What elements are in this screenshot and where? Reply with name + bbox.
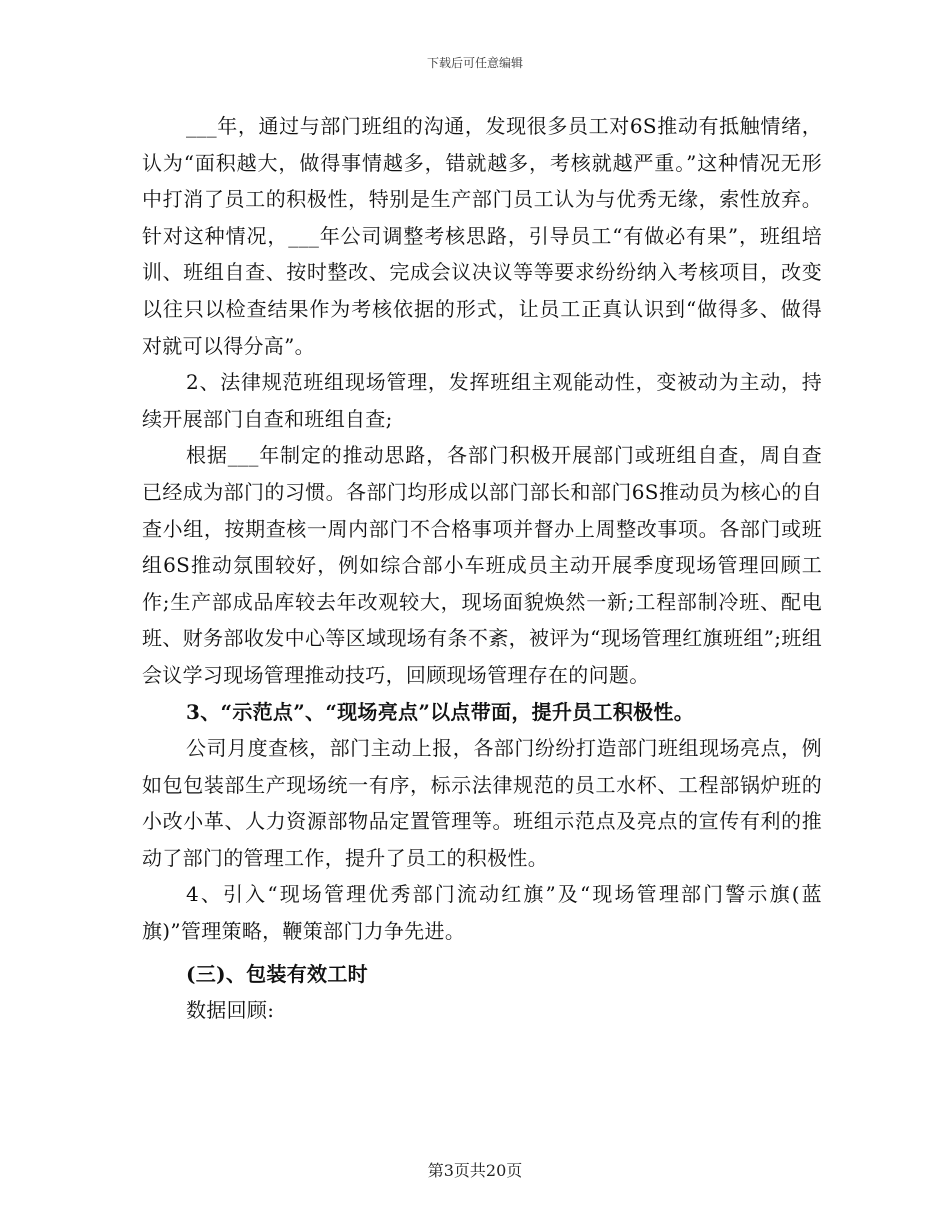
page-header-note: 下载后可任意编辑 [426,56,523,70]
page-number: 第3页共20页 [427,1161,523,1180]
paragraph-item-2-heading: 2、法律规范班组现场管理，发挥班组主观能动性，变被动为主动，持续开展部门自查和班组自查; [142,370,822,431]
document-body [142,108,822,1029]
paragraph-data-review: 数据回顾: [186,998,275,1023]
section-heading-packaging-hours: (三)、包装有效工时 [186,961,368,986]
paragraph-self-inspection: 根据___年制定的推动思路，各部门积极开展部门或班组自查，周自查已经成为部门的习惯。各部门均形成以部门部长和部门6S推动员为核心的自查小组，按期查核一周内部门不合格事项并督办上周整改事项。各部门或班组6S推动氛围较好，例如综合部小车班成员主动开展季度现场管理回顾工作;生产部成品库较去年改观较大，现场面貌焕然一新;工程部制冷班、配电班、财务部收发中心等区域现场有条不紊，被评为“现场管理红旗班组”;班组会议学习现场管理推动技巧，回顾现场管理存在的问题。 [142,443,822,687]
paragraph-highlights: 公司月度查核，部门主动上报，各部门纷纷打造部门班组现场亮点，例如包包装部生产现场统一有序，标示法律规范的员工水杯、工程部锅炉班的小改小革、人力资源部物品定置管理等。班组示范点及亮点的宣传有利的推动了部门的管理工作，提升了员工的积极性。 [142,736,822,870]
paragraph-item-3-heading: 3、“示范点”、“现场亮点”以点带面，提升员工积极性。 [186,699,695,724]
paragraph-assessment-approach: ___年，通过与部门班组的沟通，发现很多员工对6S推动有抵触情绪，认为“面积越大，做得事情越多，错就越多，考核就越严重。”这种情况无形中打消了员工的积极性，特别是生产部门员工认为与优秀无缘，索性放弃。针对这种情况，___年公司调整考核思路，引导员工“有做必有果”，班组培训、班组自查、按时整改、完成会议决议等等要求纷纷纳入考核项目，改变以往只以检查结果作为考核依据的形式，让员工正真认识到“做得多、做得对就可以得分高”。 [142,114,822,358]
paragraph-item-4-heading: 4、引入“现场管理优秀部门流动红旗”及“现场管理部门警示旗(蓝旗)”管理策略，鞭策部门力争先进。 [142,882,822,944]
